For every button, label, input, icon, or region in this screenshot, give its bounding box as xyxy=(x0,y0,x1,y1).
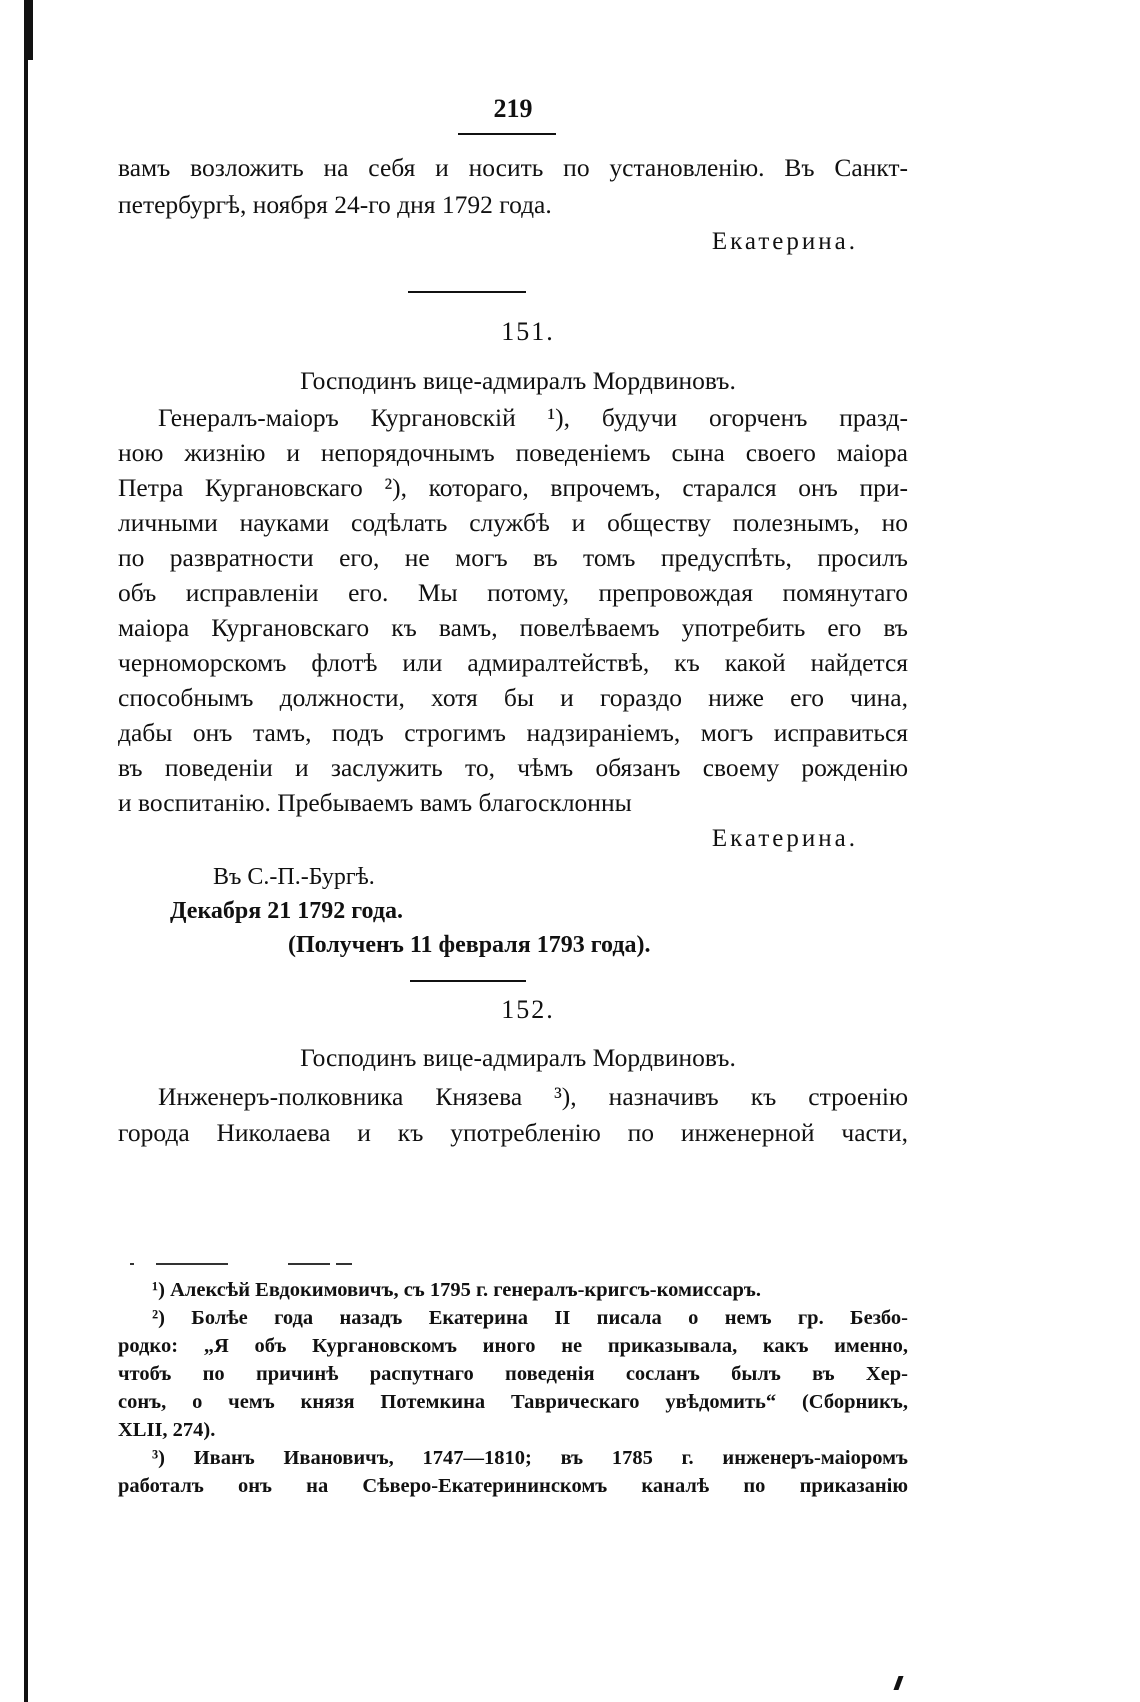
text-line: дабы онъ тамъ, подъ строгимъ надзираніемъ, могъ исправиться xyxy=(118,718,908,747)
footnote: ¹) Алексѣй Евдокимовичъ, съ 1795 г. генералъ-кригсъ-комиссаръ. xyxy=(152,1279,761,1301)
footnote-rule xyxy=(156,1263,228,1265)
footnote: XLII, 274). xyxy=(118,1419,216,1441)
text-line: по развратности его, не могъ въ томъ предуспѣть, просилъ xyxy=(118,543,908,572)
text-line: Петра Кургановскаго ²), котораго, впрочемъ, старался онъ при- xyxy=(118,473,908,502)
text-line: объ исправленіи его. Мы потому, препровождая помянутаго xyxy=(118,578,908,607)
signature: Екатерина. xyxy=(711,228,858,255)
text-line: въ поведеніи и заслужить то, чѣмъ обязанъ своему рожденію xyxy=(118,753,908,782)
footnote: сонъ, о чемъ князя Потемкина Таврическаго увѣдомить“ (Сборникъ, xyxy=(118,1391,908,1413)
salutation: Господинъ вице-адмиралъ Мордвиновъ. xyxy=(300,1043,736,1072)
section-divider xyxy=(408,291,526,293)
footnote: родко: „Я объ Кургановскомъ иного не приказывала, какъ именно, xyxy=(118,1335,908,1357)
footnote: чтобъ по причинѣ распутнаго поведенія сосланъ былъ въ Хер- xyxy=(118,1363,908,1385)
footnote: ³) Иванъ Ивановичъ, 1747—1810; въ 1785 г. инженеръ-маіоромъ xyxy=(152,1447,908,1469)
salutation: Господинъ вице-адмиралъ Мордвиновъ. xyxy=(300,366,736,395)
text-line: способнымъ должности, хотя бы и гораздо ниже его чина, xyxy=(118,683,908,712)
letter-date: Декабря 21 1792 года. xyxy=(170,898,404,924)
footnote-rule xyxy=(130,1263,134,1265)
section-divider xyxy=(410,980,526,982)
footnote: работалъ онъ на Сѣверо-Екатерининскомъ каналѣ по приказанію xyxy=(118,1475,908,1497)
page-number-rule xyxy=(458,133,556,135)
letter-number: 152. xyxy=(501,995,555,1024)
text-line: вамъ возложить на себя и носить по установленію. Въ Санкт- xyxy=(118,153,908,182)
footnote-rule xyxy=(288,1263,330,1265)
text-line: маіора Кургановскаго къ вамъ, повелѣваемъ употребить его въ xyxy=(118,613,908,642)
footnote: ²) Болѣе года назадъ Екатерина II писала о немъ гр. Безбо- xyxy=(152,1307,908,1329)
print-mark xyxy=(893,1676,903,1690)
received-note: (Полученъ 11 февраля 1793 года). xyxy=(288,932,651,958)
binding-edge xyxy=(24,0,28,1702)
footnote-rule xyxy=(336,1263,352,1265)
text-line: Инженеръ-полковника Князева ³), назначивъ къ строенію xyxy=(158,1082,908,1111)
page-number: 219 xyxy=(493,94,533,123)
text-line: города Николаева и къ употребленію по инженерной части, xyxy=(118,1118,908,1147)
text-line: ною жизнію и непорядочнымъ поведеніемъ сына своего маіора xyxy=(118,438,908,467)
text-line: петербургѣ, ноября 24-го дня 1792 года. xyxy=(118,190,552,219)
text-line: личными науками содѣлать службѣ и обществу полезнымъ, но xyxy=(118,508,908,537)
signature: Екатерина. xyxy=(711,825,858,852)
text-line: черноморскомъ флотѣ или адмиралтействѣ, къ какой найдется xyxy=(118,648,908,677)
text-line: и воспитанію. Пребываемъ вамъ благосклонны xyxy=(118,788,632,817)
text-line: Генералъ-маіоръ Кургановскій ¹), будучи огорченъ празд- xyxy=(158,403,908,432)
letter-number: 151. xyxy=(501,317,555,346)
letter-place: Въ С.-П.-Бургѣ. xyxy=(213,864,375,890)
